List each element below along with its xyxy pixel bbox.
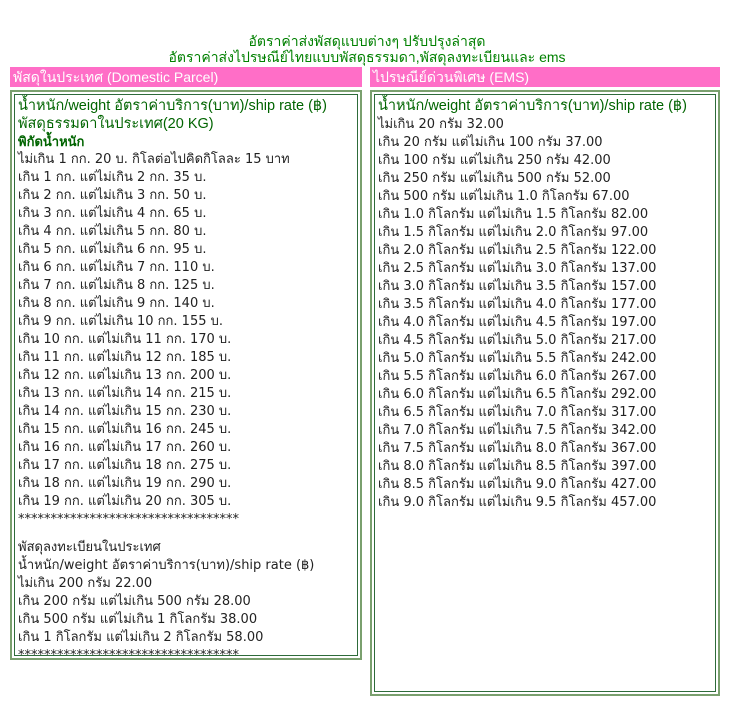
ems-rate-row: เกิน 1.5 กิโลกรัม แต่ไม่เกิน 2.0 กิโลกรัม 97.00: [378, 224, 649, 240]
domestic-rate-row: เกิน 1 กก. แต่ไม่เกิน 2 กก. 35 บ.: [18, 170, 207, 185]
ems-rate-row: เกิน 8.5 กิโลกรัม แต่ไม่เกิน 9.0 กิโลกรัม 427.00: [378, 476, 657, 492]
spacer: [18, 529, 355, 539]
ems-rate-row: เกิน 4.0 กิโลกรัม แต่ไม่เกิน 4.5 กิโลกรัม 197.00: [378, 314, 657, 330]
registered-rate-row: เกิน 500 กรัม แต่ไม่เกิน 1 กิโลกรัม 38.00: [18, 612, 258, 627]
ems-rate-row: เกิน 3.0 กิโลกรัม แต่ไม่เกิน 3.5 กิโลกรัม 157.00: [378, 278, 657, 294]
registered-rate-row: เกิน 200 กรัม แต่ไม่เกิน 500 กรัม 28.00: [18, 594, 251, 609]
ems-rate-row: เกิน 4.5 กิโลกรัม แต่ไม่เกิน 5.0 กิโลกรัม 217.00: [378, 332, 657, 348]
ems-rate-row: เกิน 6.0 กิโลกรัม แต่ไม่เกิน 6.5 กิโลกรัม 292.00: [378, 386, 657, 402]
ems-rate-row: เกิน 5.0 กิโลกรัม แต่ไม่เกิน 5.5 กิโลกรัม 242.00: [378, 350, 657, 366]
ems-rate-row: เกิน 3.5 กิโลกรัม แต่ไม่เกิน 4.0 กิโลกรัม 177.00: [378, 296, 657, 312]
ems-rate-row: เกิน 6.5 กิโลกรัม แต่ไม่เกิน 7.0 กิโลกรัม 317.00: [378, 404, 657, 420]
domestic-rate-row: เกิน 16 กก. แต่ไม่เกิน 17 กก. 260 บ.: [18, 440, 232, 455]
ems-rate-heading: น้ำหนัก/weight อัตราค่าบริการ(บาท)/ship rate (฿): [378, 98, 687, 114]
ems-header: ไปรษณีย์ด่วนพิเศษ (EMS): [370, 67, 720, 87]
ems-panel: [370, 90, 720, 696]
ems-rate-row: เกิน 7.0 กิโลกรัม แต่ไม่เกิน 7.5 กิโลกรัม 342.00: [378, 422, 657, 438]
ems-rate-row: เกิน 100 กรัม แต่ไม่เกิน 250 กรัม 42.00: [378, 152, 611, 168]
domestic-rate-row: เกิน 10 กก. แต่ไม่เกิน 11 กก. 170 บ.: [18, 332, 232, 347]
separator-line: **********************************: [18, 512, 239, 527]
domestic-rate-row: เกิน 9 กก. แต่ไม่เกิน 10 กก. 155 บ.: [18, 314, 224, 329]
ems-rate-row: เกิน 8.0 กิโลกรัม แต่ไม่เกิน 8.5 กิโลกรัม 397.00: [378, 458, 657, 474]
page-title-line-2: อัตราค่าส่งไปรษณีย์ไทยแบบพัสดุธรรมดา,พัสดุลงทะเบียนและ ems: [168, 49, 566, 65]
ems-rate-row: เกิน 20 กรัม แต่ไม่เกิน 100 กรัม 37.00: [378, 134, 603, 150]
ems-rate-row: เกิน 9.0 กิโลกรัม แต่ไม่เกิน 9.5 กิโลกรัม 457.00: [378, 494, 657, 510]
page-title-line-1: อัตราค่าส่งพัสดุแบบต่างๆ ปรับปรุงล่าสุด: [248, 33, 486, 49]
domestic-rate-row: เกิน 11 กก. แต่ไม่เกิน 12 กก. 185 บ.: [18, 350, 232, 365]
ems-rate-row: เกิน 500 กรัม แต่ไม่เกิน 1.0 กิโลกรัม 67.00: [378, 188, 630, 204]
separator-line-bottom: **********************************: [18, 648, 239, 656]
domestic-rate-row: เกิน 8 กก. แต่ไม่เกิน 9 กก. 140 บ.: [18, 296, 215, 311]
domestic-rate-row: เกิน 13 กก. แต่ไม่เกิน 14 กก. 215 บ.: [18, 386, 232, 401]
domestic-rate-row: เกิน 18 กก. แต่ไม่เกิน 19 กก. 290 บ.: [18, 476, 232, 491]
ems-rate-row: เกิน 250 กรัม แต่ไม่เกิน 500 กรัม 52.00: [378, 170, 611, 186]
registered-rate-row: ไม่เกิน 200 กรัม 22.00: [18, 576, 153, 591]
ems-box: [374, 94, 716, 692]
domestic-parcel-header: พัสดุในประเทศ (Domestic Parcel): [10, 67, 362, 87]
ems-rate-row: เกิน 2.0 กิโลกรัม แต่ไม่เกิน 2.5 กิโลกรัม 122.00: [378, 242, 657, 258]
domestic-rate-row: เกิน 6 กก. แต่ไม่เกิน 7 กก. 110 บ.: [18, 260, 215, 275]
domestic-rate-row: เกิน 4 กก. แต่ไม่เกิน 5 กก. 80 บ.: [18, 224, 207, 239]
registered-rate-row: เกิน 1 กิโลกรัม แต่ไม่เกิน 2 กิโลกรัม 58.00: [18, 630, 264, 645]
registered-rate-heading: น้ำหนัก/weight อัตราค่าบริการ(บาท)/ship rate (฿): [18, 558, 315, 573]
domestic-rate-row: เกิน 12 กก. แต่ไม่เกิน 13 กก. 200 บ.: [18, 368, 232, 383]
registered-parcel-title: พัสดุลงทะเบียนในประเทศ: [18, 540, 161, 555]
domestic-rate-row: เกิน 14 กก. แต่ไม่เกิน 15 กก. 230 บ.: [18, 404, 232, 419]
ems-rate-row: เกิน 2.5 กิโลกรัม แต่ไม่เกิน 3.0 กิโลกรัม 137.00: [378, 260, 657, 276]
domestic-rate-row: เกิน 15 กก. แต่ไม่เกิน 16 กก. 245 บ.: [18, 422, 232, 437]
domestic-rate-row: ไม่เกิน 1 กก. 20 บ. กิโลต่อไปคิดกิโลละ 15 บาท: [18, 152, 290, 167]
ems-rate-row: เกิน 1.0 กิโลกรัม แต่ไม่เกิน 1.5 กิโลกรัม 82.00: [378, 206, 649, 222]
ems-rate-row: เกิน 5.5 กิโลกรัม แต่ไม่เกิน 6.0 กิโลกรัม 267.00: [378, 368, 657, 384]
domestic-rate-row: เกิน 17 กก. แต่ไม่เกิน 18 กก. 275 บ.: [18, 458, 232, 473]
domestic-rate-row: เกิน 2 กก. แต่ไม่เกิน 3 กก. 50 บ.: [18, 188, 207, 203]
registered-rate-list: [18, 575, 355, 647]
weight-class-label: พิกัดน้ำหนัก: [18, 134, 85, 149]
domestic-rate-heading: น้ำหนัก/weight อัตราค่าบริการ(บาท)/ship rate (฿): [18, 98, 327, 114]
domestic-rate-row: เกิน 5 กก. แต่ไม่เกิน 6 กก. 95 บ.: [18, 242, 207, 257]
ems-rate-list: [378, 116, 713, 512]
domestic-parcel-box: [14, 94, 358, 656]
domestic-rate-list: [18, 151, 355, 511]
ems-rate-row: เกิน 7.5 กิโลกรัม แต่ไม่เกิน 8.0 กิโลกรัม 367.00: [378, 440, 657, 456]
domestic-rate-row: เกิน 19 กก. แต่ไม่เกิน 20 กก. 305 บ.: [18, 494, 232, 509]
domestic-rate-row: เกิน 7 กก. แต่ไม่เกิน 8 กก. 125 บ.: [18, 278, 215, 293]
domestic-parcel-panel: [10, 90, 362, 660]
domestic-normal-parcel-heading: พัสดุธรรมดาในประเทศ(20 KG): [18, 115, 214, 132]
domestic-rate-row: เกิน 3 กก. แต่ไม่เกิน 4 กก. 65 บ.: [18, 206, 207, 221]
ems-rate-row: ไม่เกิน 20 กรัม 32.00: [378, 116, 504, 132]
